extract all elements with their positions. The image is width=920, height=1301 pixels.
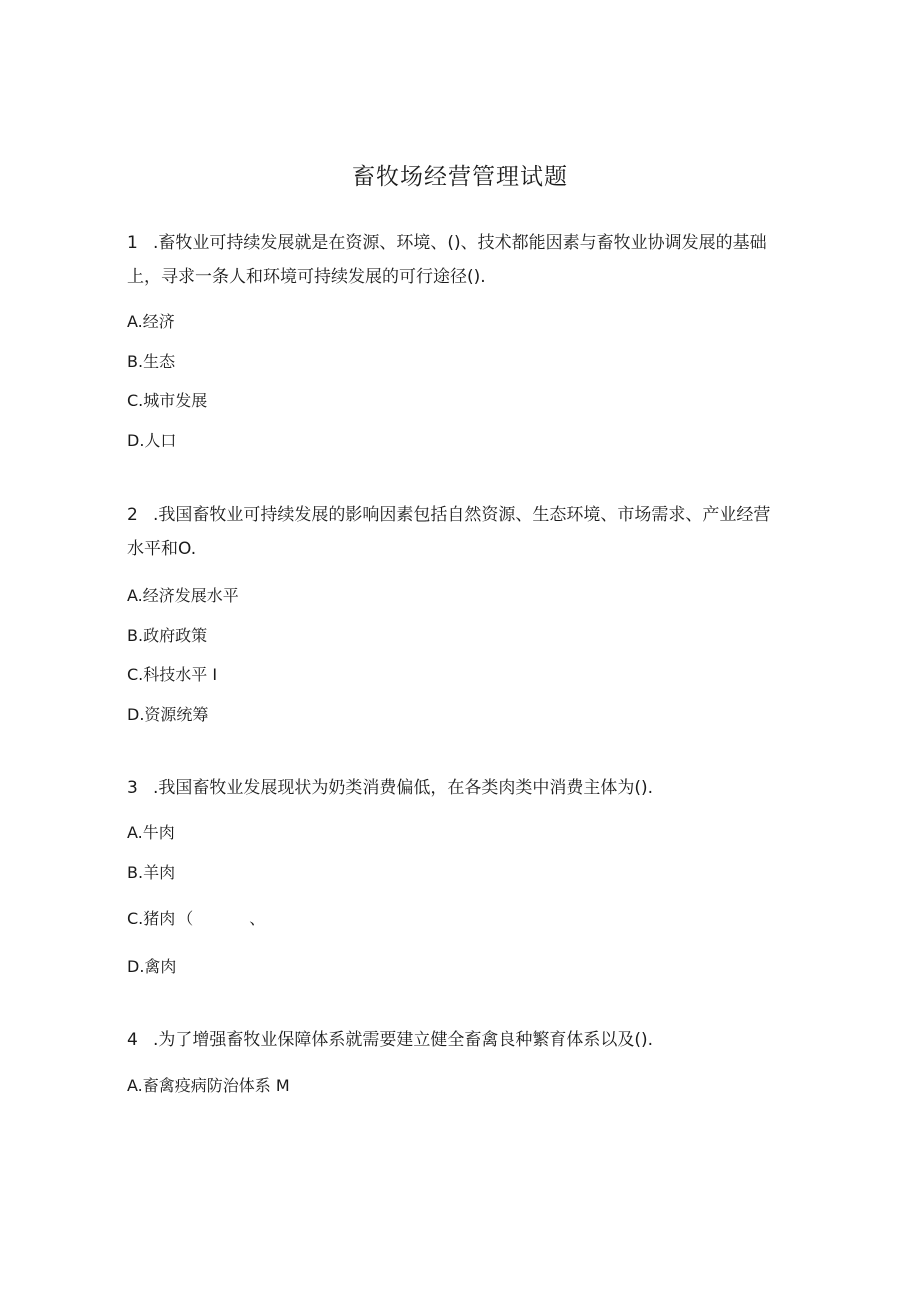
paren-mark: （ xyxy=(177,909,194,928)
option-c: C.科技水平 I xyxy=(127,665,218,684)
option-a: A.畜禽疫病防治体系 M xyxy=(127,1076,290,1095)
question-text: .为了增强畜牧业保障体系就需要建立健全畜禽良种繁育体系以及(). xyxy=(153,1030,654,1050)
option-c-row xyxy=(127,908,265,930)
question-number: 2 xyxy=(127,505,138,525)
question-text: .畜牧业可持续发展就是在资源、环境、()、技术都能因素与畜牧业协调发展的基础上，寻求一条人和环境可持续发展的可行途径(). xyxy=(127,233,767,287)
option-d: D.资源统筹 xyxy=(127,705,209,724)
option-c: C.城市发展 xyxy=(127,391,208,410)
option-a: A.牛肉 xyxy=(127,823,175,842)
page-title: 畜牧场经营管理试题 xyxy=(352,164,568,190)
question-number: 1 xyxy=(127,233,138,253)
comma-mark: 、 xyxy=(249,909,266,928)
option-d: D.禽肉 xyxy=(127,957,177,976)
option-b: B.羊肉 xyxy=(127,863,176,882)
question-4 xyxy=(127,1023,777,1057)
option-b: B.政府政策 xyxy=(127,626,208,645)
question-text: .我国畜牧业发展现状为奶类消费偏低，在各类肉类中消费主体为(). xyxy=(153,778,654,798)
option-a: A.经济发展水平 xyxy=(127,586,239,605)
question-text: .我国畜牧业可持续发展的影响因素包括自然资源、生态环境、市场需求、产业经营水平和O. xyxy=(127,505,771,559)
question-1 xyxy=(127,226,777,294)
question-number: 4 xyxy=(127,1030,138,1050)
option-a: A.经济 xyxy=(127,312,175,331)
question-number: 3 xyxy=(127,778,138,798)
question-3 xyxy=(127,771,777,805)
option-c: C.猪肉 xyxy=(127,909,176,928)
option-d: D.人口 xyxy=(127,431,177,450)
question-2 xyxy=(127,498,777,566)
option-b: B.生态 xyxy=(127,352,176,371)
